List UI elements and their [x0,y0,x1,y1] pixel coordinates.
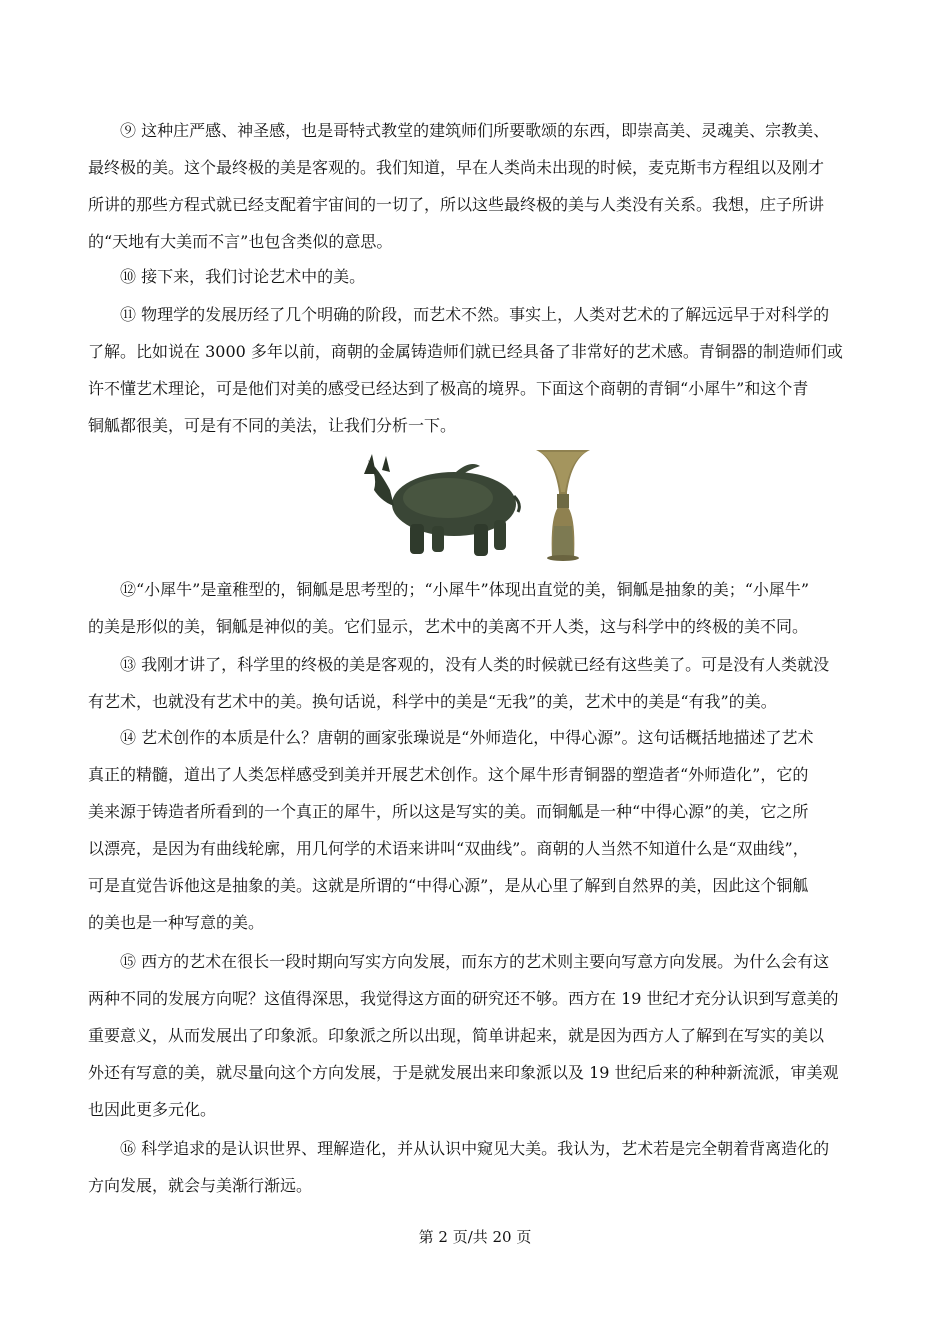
text-line: 的美是形似的美，铜觚是神似的美。它们显示，艺术中的美离不开人类，这与科学中的终极的美不同。 [88,617,809,636]
text-line: 铜觚都很美，可是有不同的美法，让我们分析一下。 [88,416,457,435]
paragraph-9 [88,112,868,260]
paragraph-16 [88,1130,868,1204]
text-line: 方向发展，就会与美渐行渐远。 [88,1176,313,1195]
text-line: 重要意义，从而发展出了印象派。印象派之所以出现，简单讲起来，就是因为西方人了解到在写实的美以 [88,1026,825,1045]
text-line: ⑭ 艺术创作的本质是什么？唐朝的画家张璪说是“外师造化，中得心源”。这句话概括地描述了艺术 [120,728,814,747]
text-line: 有艺术，也就没有艺术中的美。换句话说，科学中的美是“无我”的美，艺术中的美是“有我”的美。 [88,692,777,711]
text-line: ⑪ 物理学的发展历经了几个明确的阶段，而艺术不然。事实上，人类对艺术的了解远远早于对科学的 [120,305,830,324]
paragraph-15 [88,943,868,1128]
page-footer: 第 2 页/共 20 页 [418,1228,532,1246]
text-line: ⑯ 科学追求的是认识世界、理解造化，并从认识中窥见大美。我认为，艺术若是完全朝着背离造化的 [120,1139,830,1158]
paragraph-11 [88,296,868,444]
text-line: ⑨ 这种庄严感、神圣感，也是哥特式教堂的建筑师们所要歌颂的东西，即崇高美、灵魂美、宗教美、 [120,121,830,140]
text-line: 也因此更多元化。 [88,1100,217,1119]
text-line: 美来源于铸造者所看到的一个真正的犀牛，所以这是写实的美。而铜觚是一种“中得心源”的美，它之所 [88,802,809,821]
text-line: 最终极的美。这个最终极的美是客观的。我们知道，早在人类尚未出现的时候，麦克斯韦方程组以及刚才 [88,158,825,177]
text-line: 所讲的那些方程式就已经支配着宇宙间的一切了，所以这些最终极的美与人类没有关系。我想，庄子所讲 [88,195,825,214]
text-line: ⑫“小犀牛”是童稚型的，铜觚是思考型的；“小犀牛”体现出直觉的美，铜觚是抽象的美；“小犀牛” [120,580,810,599]
text-line: 可是直觉告诉他这是抽象的美。这就是所谓的“中得心源”，是从心里了解到自然界的美，因此这个铜觚 [88,876,809,895]
text-line: 许不懂艺术理论，可是他们对美的感受已经达到了极高的境界。下面这个商朝的青铜“小犀牛”和这个青 [88,379,809,398]
bronze-gu-vessel-image [536,450,590,561]
text-line: 以漂亮，是因为有曲线轮廓，用几何学的术语来讲叫“双曲线”。商朝的人当然不知道什么是“双曲线”， [88,839,809,858]
bronze-figures-image [360,446,592,562]
text-line: 真正的精髓，道出了人类怎样感受到美并开展艺术创作。这个犀牛形青铜器的塑造者“外师造化”，它的 [88,765,809,784]
text-line: 两种不同的发展方向呢？这值得深思，我觉得这方面的研究还不够。西方在 19 世纪才充分认识到写意美的 [88,989,839,1008]
text-line: 的“天地有大美而不言”也包含类似的意思。 [88,232,393,251]
text-line: 的美也是一种写意的美。 [88,913,265,932]
text-line: 外还有写意的美，就尽量向这个方向发展，于是就发展出来印象派以及 19 世纪后来的种种新流派，审美观 [88,1063,839,1082]
paragraph-12 [88,571,868,645]
text-line: ⑬ 我刚才讲了，科学里的终极的美是客观的，没有人类的时候就已经有这些美了。可是没有人类就没 [120,655,830,674]
paragraph-13 [88,646,868,720]
bronze-rhinoceros-image [364,454,519,556]
paragraph-14 [88,719,868,941]
text-line: 了解。比如说在 3000 多年以前，商朝的金属铸造师们就已经具备了非常好的艺术感。青铜器的制造师们或 [88,342,843,361]
paragraph-10 [88,258,868,295]
text-line: ⑮ 西方的艺术在很长一段时期向写实方向发展，而东方的艺术则主要向写意方向发展。为什么会有这 [120,952,830,971]
text-line: ⑩ 接下来，我们讨论艺术中的美。 [120,267,366,286]
